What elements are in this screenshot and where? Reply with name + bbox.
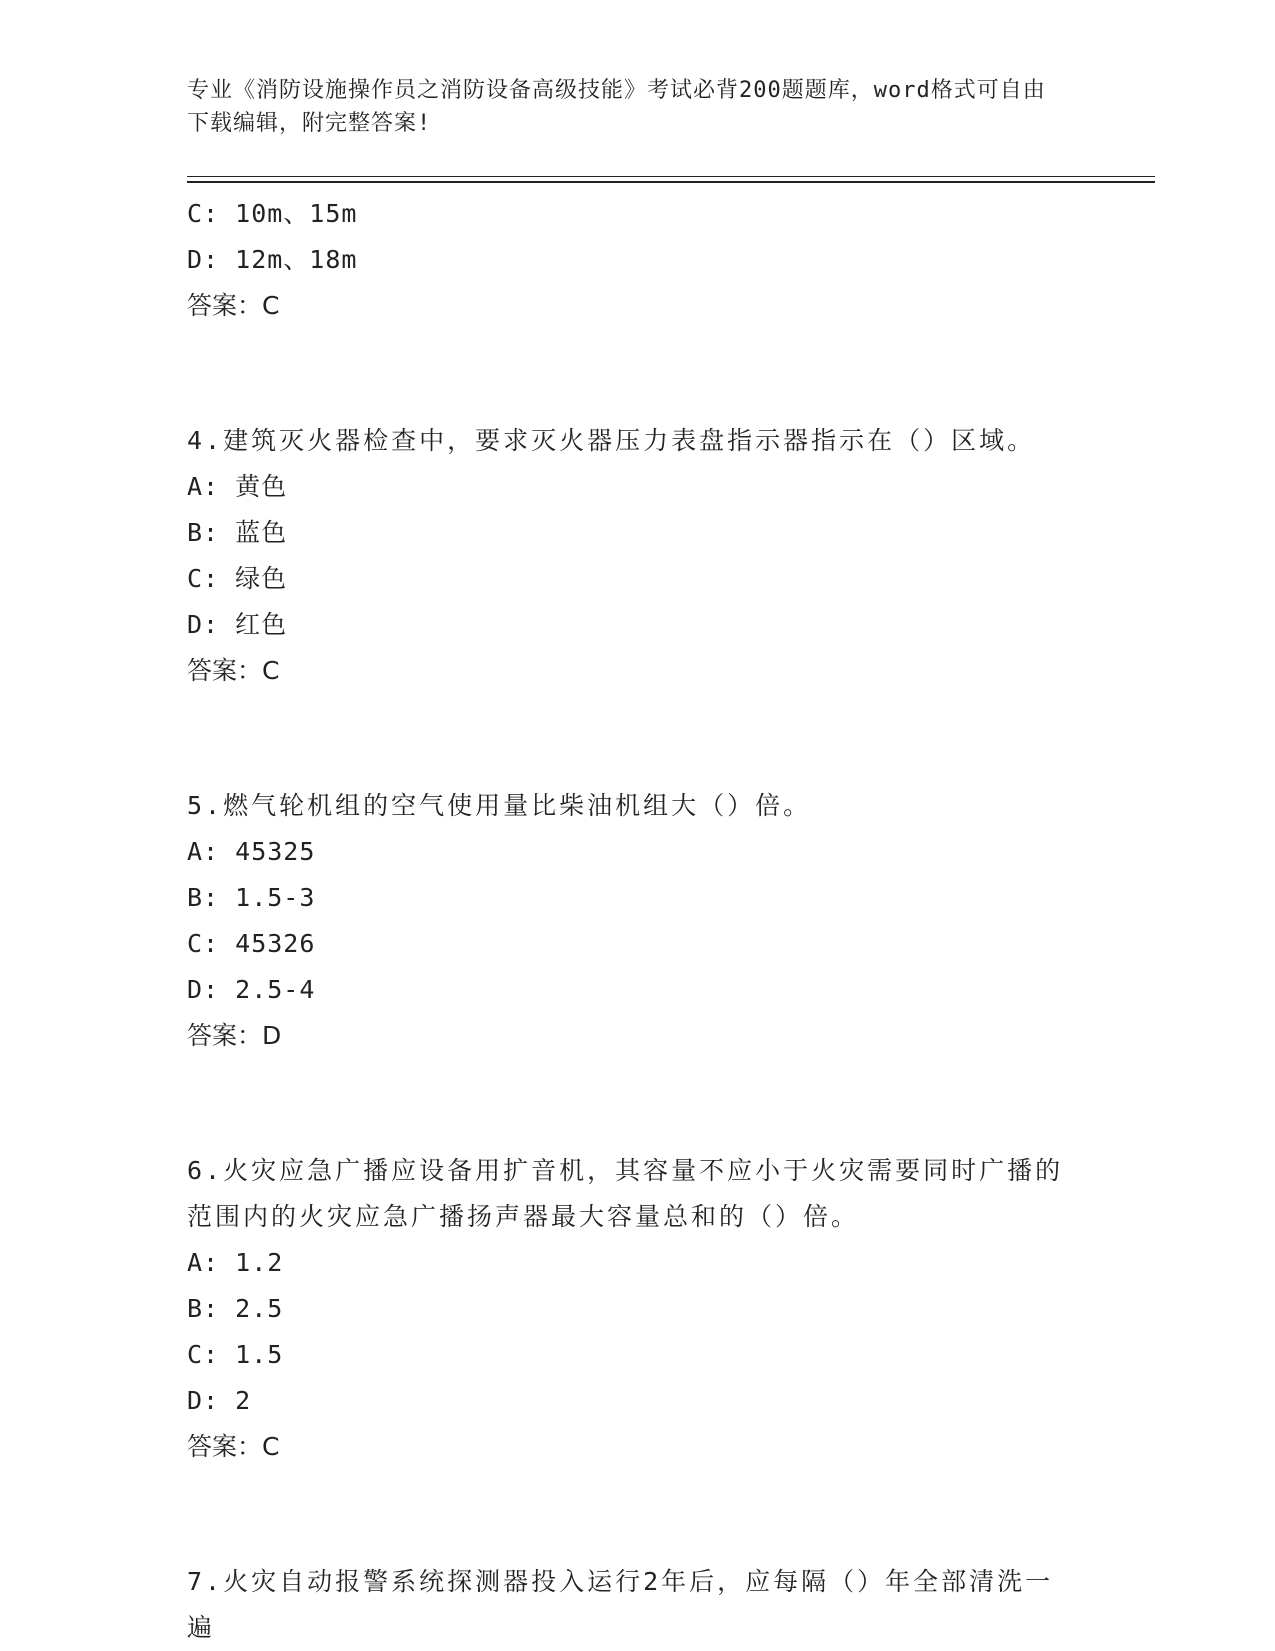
option-a: A: 1.2 [187, 1248, 284, 1277]
answer: 答案：C [187, 656, 280, 685]
question-stem: 4.建筑灭火器检查中，要求灭火器压力表盘指示器指示在（）区域。 [187, 426, 1036, 455]
option-c: C: 1.5 [187, 1340, 284, 1369]
option-a: A: 45325 [187, 837, 316, 866]
option-b: B: 2.5 [187, 1294, 284, 1323]
option-b: B: 1.5-3 [187, 883, 316, 912]
option-d: D: 12m、18m [187, 245, 358, 274]
answer: 答案：D [187, 1021, 282, 1050]
option-d: D: 2.5-4 [187, 975, 316, 1004]
question-continued [187, 191, 1067, 329]
option-b: B: 蓝色 [187, 518, 288, 547]
option-d: D: 红色 [187, 610, 288, 639]
answer: 答案：C [187, 1432, 280, 1461]
option-a: A: 黄色 [187, 472, 288, 501]
option-c: C: 45326 [187, 929, 316, 958]
question-4 [187, 418, 1067, 694]
option-d: D: 2 [187, 1386, 252, 1415]
question-5 [187, 783, 1067, 1059]
document-body [187, 191, 1067, 1651]
question-stem: 6.火灾应急广播应设备用扩音机，其容量不应小于火灾需要同时广播的范围内的火灾应急广播扬声器最大容量总和的（）倍。 [187, 1156, 1064, 1231]
header-divider-thin [187, 176, 1155, 177]
document-header: 专业《消防设施操作员之消防设备高级技能》考试必背200题题库，word格式可自由下载编辑，附完整答案! [187, 78, 1046, 136]
option-c: C: 绿色 [187, 564, 288, 593]
answer: 答案：C [187, 291, 280, 320]
question-7 [187, 1559, 1067, 1651]
header-divider-thick [187, 181, 1155, 183]
option-c: C: 10m、15m [187, 199, 358, 228]
question-6 [187, 1148, 1067, 1470]
question-stem: 7.火灾自动报警系统探测器投入运行2年后，应每隔（）年全部清洗一遍 [187, 1567, 1054, 1642]
question-stem: 5.燃气轮机组的空气使用量比柴油机组大（）倍。 [187, 791, 812, 820]
